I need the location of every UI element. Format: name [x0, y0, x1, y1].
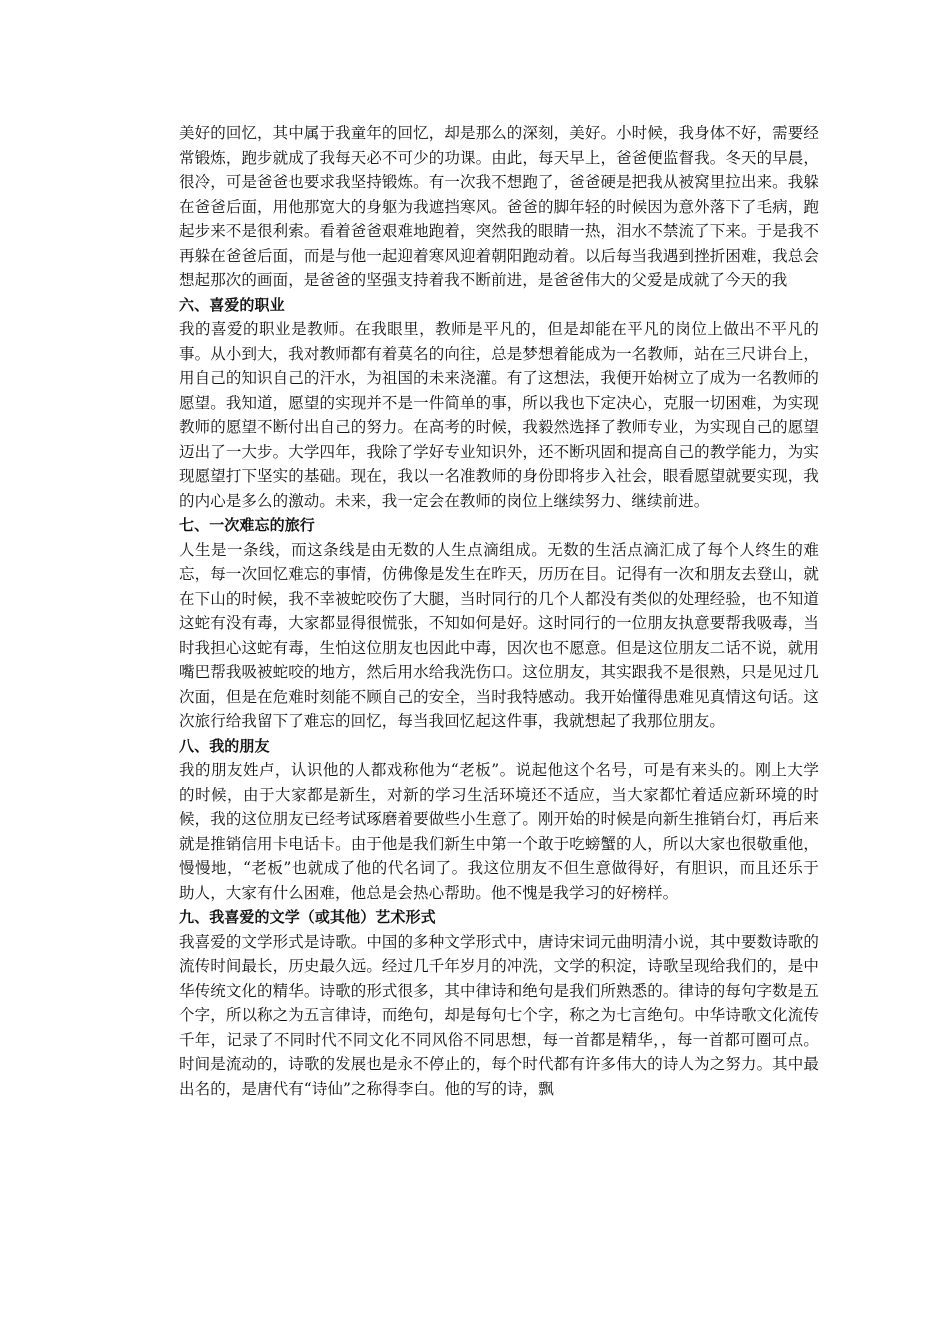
section-heading-favorite-literature: 九、我喜爱的文学（或其他）艺术形式	[179, 908, 436, 926]
paragraph-my-friend: 我的朋友姓卢，认识他的人都戏称他为“老板”。说起他这个名号，可是有来头的。刚上大学的时候，由于大家都是新生，对新的学习生活环境还不适应，当大家都忙着适应新环境的时候，我的这位朋友已经考试琢磨着要做些小生意了。刚开始的时候是向新生推销台灯，再后来就是推销信用卡电话卡。由于他是我们新生中第一个敢于吃螃蟹的人，所以大家也很敬重他，慢慢地，“老板”也就成了他的代名词了。我这位朋友不但生意做得好，有胆识，而且还乐于助人，大家有什么困难，他总是会热心帮助。他不愧是我学习的好榜样。	[179, 761, 819, 902]
section-heading-my-friend: 八、我的朋友	[179, 736, 270, 755]
document-page	[179, 121, 819, 1101]
paragraph-favorite-career: 我的喜爱的职业是教师。在我眼里，教师是平凡的，但是却能在平凡的岗位上做出不平凡的事。从小到大，我对教师都有着莫名的向往，总是梦想着能成为一名教师，站在三尺讲台上，用自己的知识自己的汗水，为祖国的未来浇灌。有了这想法，我便开始树立了成为一名教师的愿望。我知道，愿望的实现并不是一件简单的事，所以我也下定决心，克服一切困难，为实现教师的愿望不断付出自己的努力。在高考的时候，我毅然选择了教师专业，为实现自己的愿望迈出了一大步。大学四年，我除了学好专业知识外，还不断巩固和提高自己的教学能力，为实现愿望打下坚实的基础。现在，我以一名准教师的身份即将步入社会，眼看愿望就要实现，我的内心是多么的激动。未来，我一定会在教师的岗位上继续努力、继续前进。	[179, 320, 819, 510]
paragraph-childhood-memory: 美好的回忆，其中属于我童年的回忆，却是那么的深刻，美好。小时候，我身体不好，需要经常锻炼，跑步就成了我每天必不可少的功课。由此，每天早上，爸爸便监督我。冬天的早晨，很冷，可是爸爸也要求我坚持锻炼。有一次我不想跑了，爸爸硬是把我从被窝里拉出来。我躲在爸爸后面，用他那宽大的身躯为我遮挡寒风。爸爸的脚年轻的时候因为意外落下了毛病，跑起步来不是很利索。看着爸爸艰难地跑着，突然我的眼睛一热，泪水不禁流了下来。于是我不再躲在爸爸后面，而是与他一起迎着寒风迎着朝阳跑动着。以后每当我遇到挫折困难，我总会想起那次的画面，是爸爸的坚强支持着我不断前进，是爸爸伟大的父爱是成就了今天的我	[179, 124, 819, 289]
section-heading-favorite-career: 六、喜爱的职业	[179, 295, 285, 314]
section-heading-memorable-trip: 七、一次难忘的旅行	[179, 516, 315, 534]
paragraph-favorite-literature: 我喜爱的文学形式是诗歌。中国的多种文学形式中，唐诗宋词元曲明清小说，其中要数诗歌的流传时间最长，历史最久远。经过几千年岁月的冲洗，文学的积淀，诗歌呈现给我们的，是中华传统文化的精华。诗歌的形式很多，其中律诗和绝句是我们所熟悉的。律诗的每句字数是五个字，所以称之为五言律诗，而绝句，却是每句七个字，称之为七言绝句。中华诗歌文化流传千年，记录了不同时代不同文化不同风俗不同思想，每一首都是精华，，每一首都可圈可点。时间是流动的，诗歌的发展也是永不停止的，每个时代都有许多伟大的诗人为之努力。其中最出名的，是唐代有“诗仙”之称得李白。他的写的诗，飘	[179, 932, 819, 1098]
paragraph-memorable-trip: 人生是一条线，而这条线是由无数的人生点滴组成。无数的生活点滴汇成了每个人终生的难忘，每一次回忆难忘的事情，仿佛像是发生在昨天，历历在目。记得有一次和朋友去登山，就在下山的时候，我不幸被蛇咬伤了大腿，当时同行的几个人都没有类似的处理经验，也不知道这蛇有没有毒，大家都显得很慌张，不知如何是好。这时同行的一位朋友执意要帮我吸毒，当时我担心这蛇有毒，生怕这位朋友也因此中毒，因次也不愿意。但是这位朋友二话不说，就用嘴巴帮我吸被蛇咬的地方，然后用水给我洗伤口。这位朋友，其实跟我不是很熟，只是见过几次面，但是在危难时刻能不顾自己的安全，当时我特感动。我开始懂得患难见真情这句话。这次旅行给我留下了难忘的回忆，每当我回忆起这件事，我就想起了我那位朋友。	[179, 540, 819, 730]
